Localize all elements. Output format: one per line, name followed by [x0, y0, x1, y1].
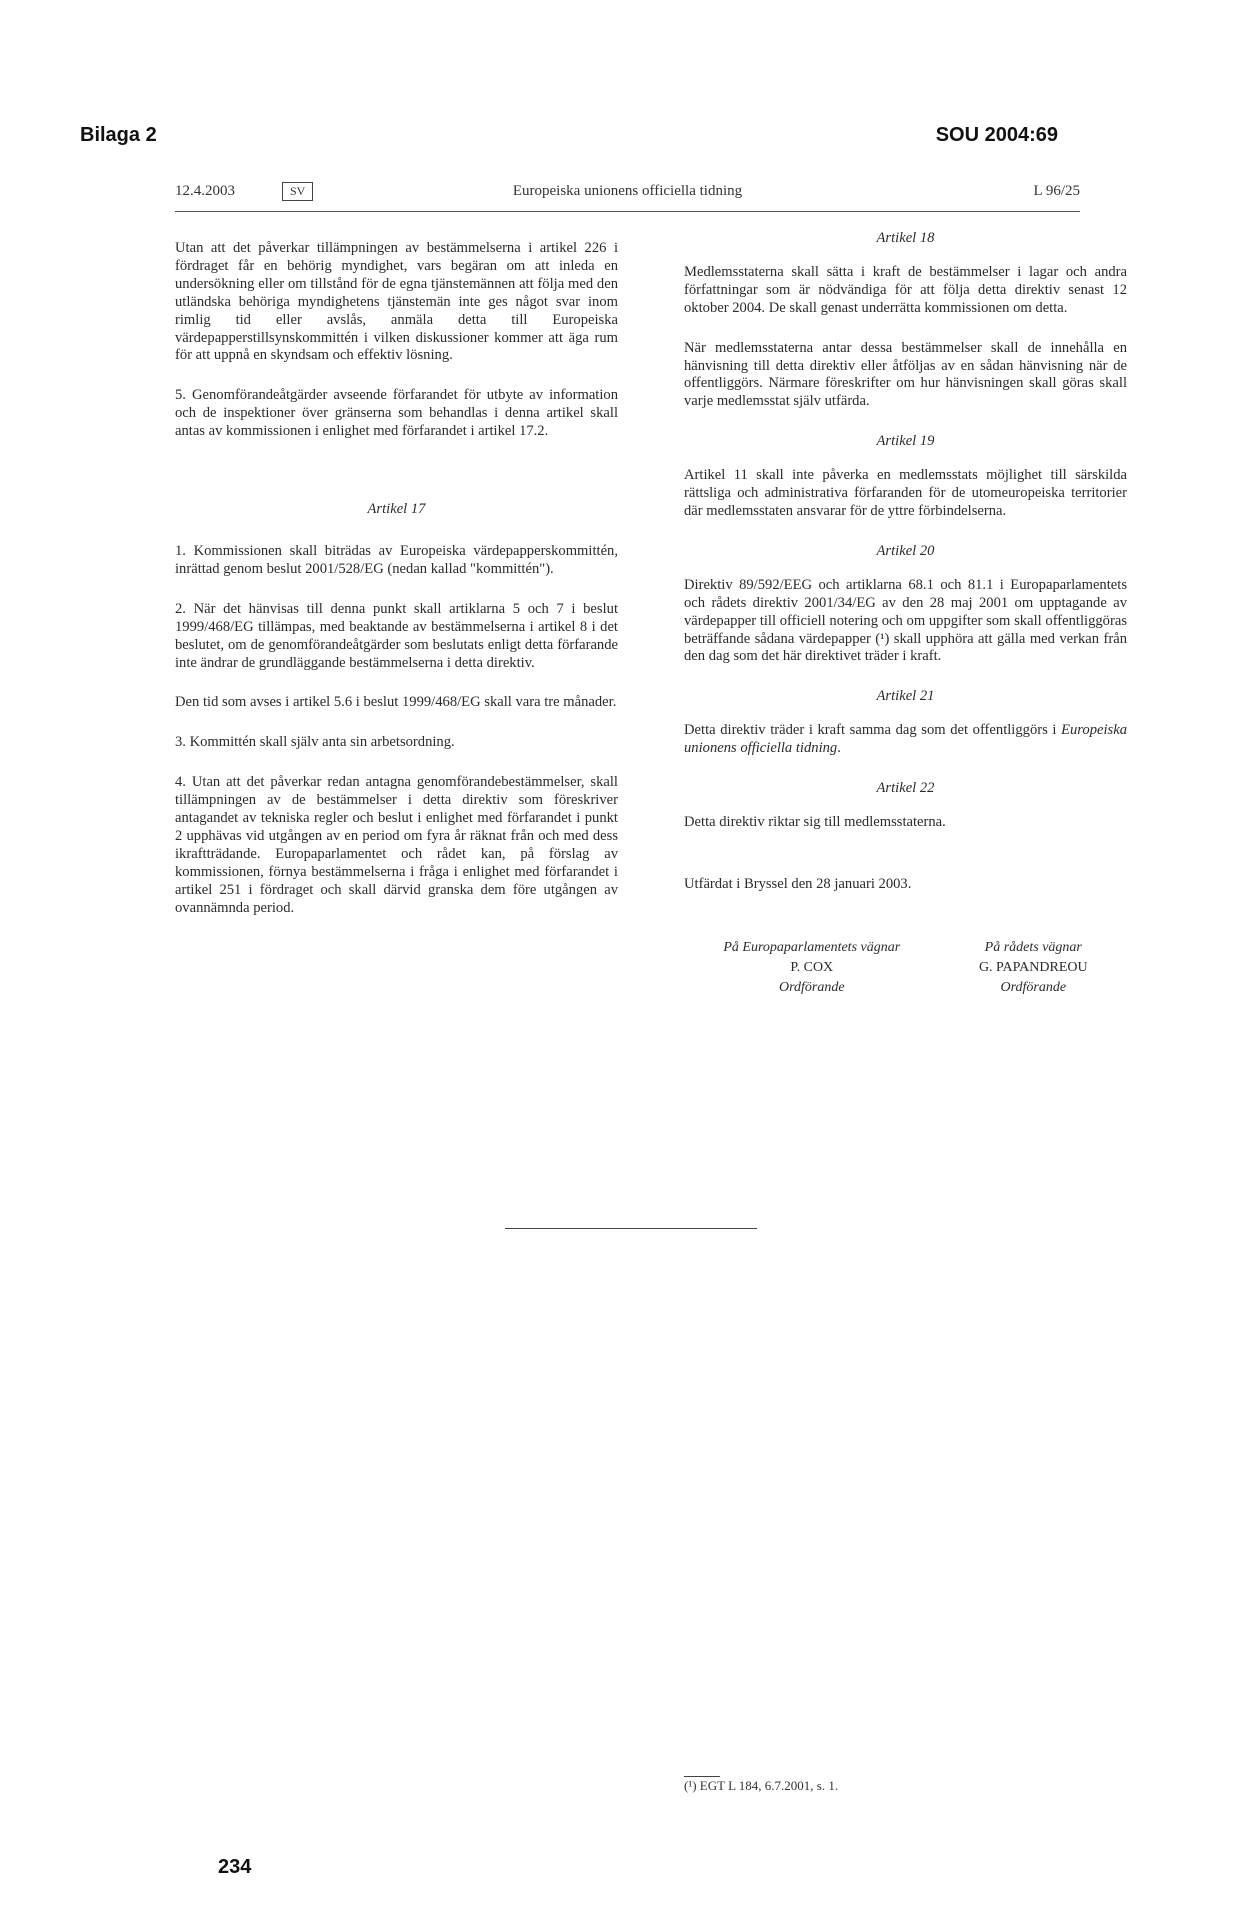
footnote: (¹) EGT L 184, 6.7.2001, s. 1.	[684, 1778, 839, 1793]
signature-on-behalf: På Europaparlamentets vägnar	[723, 939, 901, 955]
paragraph: Detta direktiv riktar sig till medlemsstaterna.	[684, 813, 946, 830]
page-number: 234	[218, 1856, 252, 1878]
text-run: Detta direktiv träder i kraft samma dag som det offentliggörs i	[684, 722, 1062, 739]
header-rule	[175, 211, 1080, 212]
paragraph: Den tid som avses i artikel 5.6 i beslut 1999/468/EG skall vara tre månader.	[175, 694, 617, 711]
report-reference: SOU 2004:69	[935, 124, 1058, 146]
signature-name: P. COX	[790, 959, 834, 975]
footnote-rule	[684, 1776, 720, 1777]
article-heading: Artikel 19	[876, 433, 935, 450]
paragraph	[684, 722, 1127, 758]
article-heading: Artikel 20	[876, 542, 935, 559]
signature-title: Ordförande	[1000, 979, 1067, 995]
paragraph: 1. Kommissionen skall biträdas av Europeiska värdepapperskommittén, inrättad genom beslut 2001/528/EG (nedan kallad "kommittén").	[175, 542, 618, 577]
paragraph: Medlemsstaterna skall sätta i kraft de bestämmelser i lagar och andra författningar som är nödvändiga för att följa detta direktiv senast 12 oktober 2004. De skall genast underrätta kommissionen om detta.	[684, 263, 1127, 316]
end-rule	[505, 1228, 757, 1229]
paragraph: 5. Genomförandeåtgärder avseende förfarandet för utbyte av information och de inspektioner över gränserna som behandlas i denna artikel skall antas av kommissionen i enlighet med förfarandet i artikel 17.2.	[175, 387, 618, 440]
journal-name-italic: Europeiska unionens officiella tidning	[684, 722, 1127, 757]
paragraph: Direktiv 89/592/EEG och artiklarna 68.1 och 81.1 i Europaparlamentets och rådets direktiv 2001/34/EG av den 28 maj 2001 om upptagande av värdepapper till officiell notering och om uppgifter som skall offentliggöras beträffande sådana värdepapper (¹) skall upphöra att gälla med verkan från den dag som det här direktivet träder i kraft.	[684, 576, 1127, 665]
article-heading: Artikel 21	[876, 688, 935, 705]
article-heading: Artikel 22	[876, 780, 935, 797]
paragraph: 3. Kommittén skall själv anta sin arbetsordning.	[175, 734, 455, 751]
right-column	[684, 230, 1127, 998]
paragraph: Artikel 11 skall inte påverka en medlemsstats möjlighet till särskilda rättsliga och administrativa förfaranden för de utomeuropeiska territorier där medlemsstaten ansvarar för de yttre förbindelserna.	[684, 467, 1127, 519]
signature-title: Ordförande	[778, 979, 845, 995]
appendix-label: Bilaga 2	[80, 124, 157, 146]
paragraph: 2. När det hänvisas till denna punkt skall artiklarna 5 och 7 i beslut 1999/468/EG tillämpas, med beaktande av bestämmelserna i artikel 8 i det beslutet, om de genomförandeåtgärder som beslutats enligt detta förfarande inte ändrar de grundläggande bestämmelserna i detta direktiv.	[175, 600, 618, 671]
issued-statement: Utfärdat i Bryssel den 28 januari 2003.	[684, 875, 912, 892]
signature-block	[684, 938, 1127, 998]
language-box: SV	[282, 182, 313, 201]
signature-council	[979, 938, 1088, 998]
signature-name: G. PAPANDREOU	[978, 959, 1088, 975]
paragraph: Utan att det påverkar tillämpningen av bestämmelserna i artikel 226 i fördraget får en behörig myndighet, vars begäran om att inleda en undersökning eller om tillstånd för de egna tjänstemännen att följa med den utländska behöriga myndighetens tjänstemän inte ges något svar inom rimlig tid eller avslås, anmäla detta till Europeiska värdepapperstillsynskommittén i vilken diskussioner kommer att äga rum för att uppnå en skyndsam och effektiv lösning.	[175, 240, 618, 364]
journal-title: Europeiska unionens officiella tidning	[512, 183, 743, 199]
left-column	[175, 240, 618, 939]
journal-header-line	[175, 183, 1080, 207]
article-heading: Artikel 17	[367, 501, 426, 518]
paragraph: 4. Utan att det påverkar redan antagna genomförandebestämmelser, skall tillämpningen av de bestämmelser i detta direktiv som föreskriver antagandet av tekniska regler och beslut i enlighet med förfarandet i punkt 2 upphävas vid utgången av en period om fyra år räknat från och med dess ikraftträdande. Europaparlamentet och rådet kan, på förslag av kommissionen, förnya bestämmelserna i fråga i enlighet med förfarandet i artikel 251 i fördraget och skall därvid granska dem före utgången av ovannämnda period.	[175, 774, 618, 916]
journal-page-ref: L 96/25	[1033, 183, 1080, 199]
signature-parliament	[723, 938, 900, 998]
text-run: .	[837, 740, 841, 757]
signature-on-behalf: På rådets vägnar	[984, 939, 1082, 955]
paragraph: När medlemsstaterna antar dessa bestämmelser skall de innehålla en hänvisning till detta direktiv eller åtföljas av en sådan hänvisning när de offentliggörs. Närmare föreskrifter om hur hänvisningen skall göras skall varje medlemsstat själv utfärda.	[684, 339, 1127, 410]
publication-date: 12.4.2003	[175, 183, 235, 199]
article-heading: Artikel 18	[876, 230, 935, 246]
